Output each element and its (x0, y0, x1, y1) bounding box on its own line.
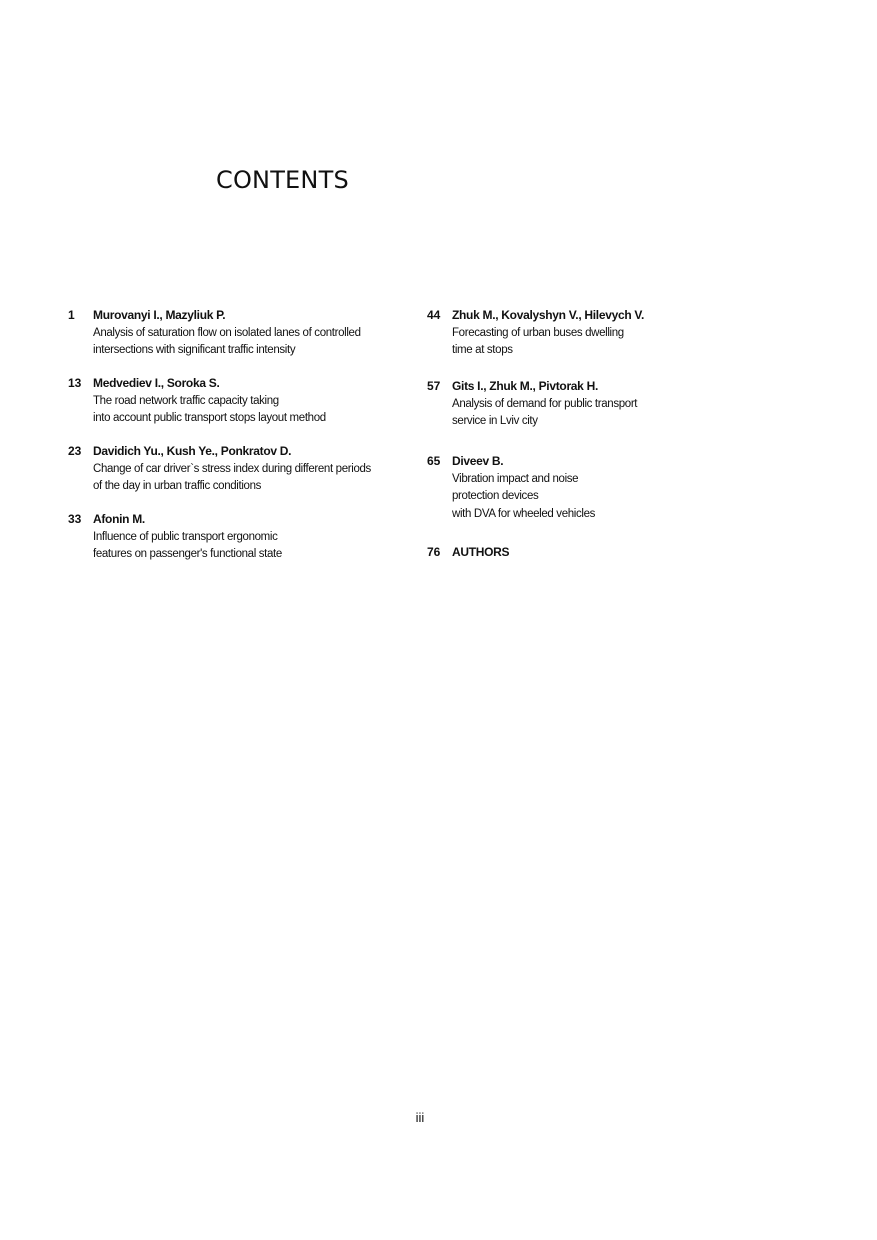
toc-entry[interactable] (427, 378, 637, 431)
toc-page-number: 76 (427, 545, 441, 559)
toc-entry[interactable] (427, 544, 509, 562)
toc-title-line: Analysis of demand for public transport (452, 397, 638, 410)
toc-title-line: Analysis of saturation flow on isolated lanes of controlled (93, 326, 361, 339)
toc-title-line: service in Lviv city (452, 415, 538, 427)
toc-title-line: features on passenger's functional state (93, 548, 282, 560)
toc-title-line: protection devices (452, 490, 539, 502)
toc-title-line: Influence of public transport ergonomic (93, 530, 278, 543)
toc-title-line: intersections with significant traffic intensity (93, 344, 296, 356)
toc-page-number: 13 (68, 376, 82, 390)
toc-title-line: into account public transport stops layout method (93, 412, 326, 424)
toc-authors: Afonin M. (93, 512, 145, 526)
toc-title-line: Vibration impact and noise (452, 472, 579, 485)
toc-title-line: The road network traffic capacity taking (93, 394, 279, 407)
toc-authors: Zhuk M., Kovalyshyn V., Hilevych V. (452, 308, 645, 322)
page-number: iii (415, 1110, 425, 1125)
toc-authors: Murovanyi I., Mazyliuk P. (93, 308, 226, 322)
toc-entry[interactable] (68, 307, 361, 360)
toc-authors: Davidich Yu., Kush Ye., Ponkratov D. (93, 444, 292, 458)
toc-entry[interactable] (427, 453, 595, 523)
toc-entry[interactable] (427, 307, 644, 360)
toc-title-line: time at stops (452, 344, 513, 356)
toc-entry[interactable] (68, 511, 282, 564)
toc-entry[interactable] (68, 375, 326, 428)
toc-page-number: 1 (68, 308, 75, 322)
toc-entry[interactable] (68, 443, 371, 496)
toc-title-line: of the day in urban traffic conditions (93, 480, 262, 492)
toc-page-number: 33 (68, 512, 82, 526)
toc-title-line: Forecasting of urban buses dwelling (452, 326, 624, 339)
toc-title-line: with DVA for wheeled vehicles (452, 507, 596, 520)
toc-page-number: 23 (68, 444, 82, 458)
toc-title-line: Change of car driver`s stress index during different periods (93, 462, 371, 475)
toc-page-number: 57 (427, 379, 441, 393)
toc-authors: Medvediev I., Soroka S. (93, 376, 220, 390)
toc-page-number: 65 (427, 454, 441, 468)
toc-page-number: 44 (427, 308, 441, 322)
toc-authors: Gits I., Zhuk M., Pivtorak H. (452, 379, 598, 393)
page-title: CONTENTS (216, 166, 349, 194)
toc-authors: Diveev B. (452, 454, 504, 468)
toc-authors: AUTHORS (452, 545, 510, 559)
